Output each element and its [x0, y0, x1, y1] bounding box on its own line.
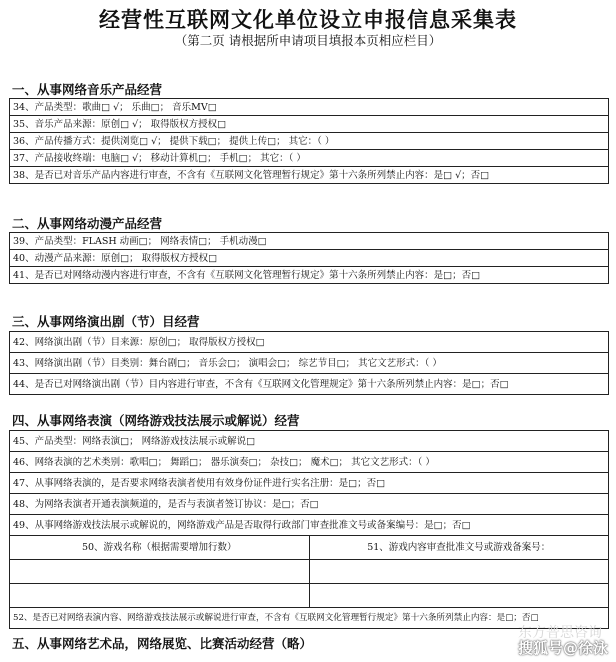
form-row-47: 47、从事网络表演的，是否要求网络表演者使用有效身份证件进行实名注册：是□；否□	[10, 473, 608, 494]
form-row-41: 41、是否已对网络动漫内容进行审查，不含有《互联网文化管理暂行规定》第十六条所列禁止内容：是□；否□	[10, 267, 608, 284]
section-heading-art: 五、从事网络艺术品，网络展览、比赛活动经营（略）	[12, 636, 313, 651]
form-row-37: 37、产品接收终端：电脑□ √； 移动计算机□； 手机□； 其它：（ ）	[10, 150, 608, 167]
watermark-text: 东方普思咨询	[518, 625, 602, 641]
game-grid-row	[10, 560, 608, 584]
game-grid-row	[10, 584, 608, 608]
form-row-42: 42、网络演出剧（节）目来源：原创□； 取得版权方授权□	[10, 332, 608, 353]
form-row-48: 48、为网络表演者开通表演频道的，是否与表演者签订协议：是□；否□	[10, 494, 608, 515]
game-name-cell[interactable]	[10, 560, 310, 583]
live-streaming-table	[9, 430, 609, 629]
form-row-52: 52、是否已对网络表演内容、网络游戏技法展示或解说进行审查，不含有《互联网文化管理暂行规定》第十六条所列禁止内容：是□；否□	[10, 608, 608, 629]
section-heading-live-streaming: 四、从事网络表演（网络游戏技法展示或解说）经营	[12, 413, 300, 428]
section-heading-performance: 三、从事网络演出剧（节）目经营	[12, 314, 200, 329]
form-row-46: 46、网络表演的艺术类别：歌唱□； 舞蹈□； 器乐演奏□； 杂技□； 魔术□； 其它文艺形式：（ ）	[10, 452, 608, 473]
game-approval-header: 51、游戏内容审查批准文号或游戏备案号：	[367, 542, 551, 553]
game-name-cell[interactable]	[10, 584, 310, 607]
form-row-38: 38、是否已对音乐产品内容进行审查，不含有《互联网文化管理暂行规定》第十六条所列禁止内容：是□ √；否□	[10, 167, 608, 184]
game-approval-cell[interactable]	[310, 584, 609, 607]
form-row-44: 44、是否已对网络演出剧（节）目内容进行审查，不含有《互联网文化管理规定》第十六条所列禁止内容：是□；否□	[10, 374, 608, 395]
game-grid-header	[10, 536, 608, 560]
game-approval-cell[interactable]	[310, 560, 609, 583]
form-row-49: 49、从事网络游戏技法展示或解说的，网络游戏产品是否取得行政部门审查批准文号或备案编号：是□；否□	[10, 515, 608, 536]
section-heading-music: 一、从事网络音乐产品经营	[12, 82, 163, 97]
form-row-34: 34、产品类型：歌曲□ √； 乐曲□； 音乐MV□	[10, 99, 608, 116]
game-name-header: 50、游戏名称（根据需要增加行数）	[10, 536, 310, 559]
form-title: 经营性互联网文化单位设立申报信息采集表	[99, 8, 517, 32]
music-table	[9, 98, 609, 184]
performance-table	[9, 331, 609, 395]
sohu-watermark: 搜狐号@徐泳	[517, 639, 608, 657]
animation-table	[9, 232, 609, 284]
form-row-36: 36、产品传播方式：提供浏览□ √； 提供下载□； 提供上传□； 其它：（ ）	[10, 133, 608, 150]
form-row-43: 43、网络演出剧（节）目类别：舞台剧□； 音乐会□； 演唱会□； 综艺节目□； 其它文艺形式：（ ）	[10, 353, 608, 374]
form-row-35: 35、音乐产品来源：原创□ √； 取得版权方授权□	[10, 116, 608, 133]
form-row-39: 39、产品类型：FLASH 动画□； 网络表情□； 手机动漫□	[10, 233, 608, 250]
form-row-40: 40、动漫产品来源：原创□； 取得版权方授权□	[10, 250, 608, 267]
section-heading-animation: 二、从事网络动漫产品经营	[12, 216, 163, 231]
form-row-45: 45、产品类型：网络表演□； 网络游戏技法展示或解说□	[10, 431, 608, 452]
form-subtitle: （第二页 请根据所申请项目填报本页相应栏目）	[174, 33, 442, 48]
